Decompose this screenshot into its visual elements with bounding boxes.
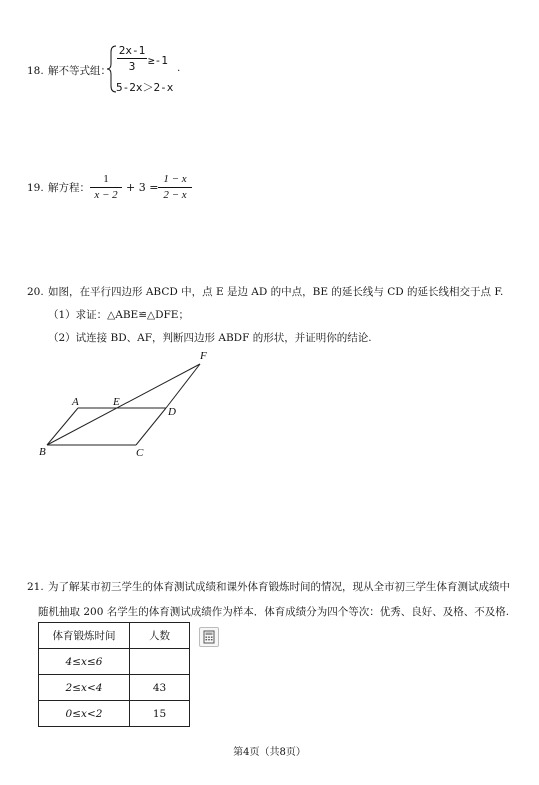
q21-line2: 随机抽取 200 名学生的体育测试成绩作为样本．体育成绩分为四个等次：优秀、良好、及格、不及格.: [38, 606, 510, 618]
table-row: [39, 675, 190, 701]
q18-number: 18.: [27, 65, 44, 77]
segment-df: [166, 364, 200, 408]
q19-plus-equals: + 3 =: [126, 181, 159, 194]
calculator-icon[interactable]: [199, 627, 219, 647]
q18-fraction: [117, 44, 147, 73]
q19-lhs-numerator: 1: [103, 173, 109, 185]
table-row: [39, 649, 190, 675]
segment-dc: [136, 408, 166, 445]
q18-line2: 5-2x＞2-x: [116, 81, 174, 94]
label-b: B: [39, 446, 46, 458]
q19-lhs-denominator: x − 2: [94, 189, 118, 201]
label-d: D: [168, 406, 176, 418]
q18-fraction-denominator: 3: [128, 60, 136, 73]
q19-rhs-denominator: 2 − x: [163, 189, 187, 201]
q18-label: 解不等式组：: [48, 65, 111, 77]
q18-fraction-numerator: 2x-1: [118, 44, 146, 57]
table-cell: 2≤x<4: [39, 675, 130, 701]
table-cell: 0≤x<2: [39, 701, 130, 727]
q18-line1-rhs: ≥-1: [148, 54, 168, 67]
q21-line1: 为了解某市初三学生的体育测试成绩和课外体育锻炼时间的情况，现从全市初三学生体育测试成绩中: [48, 581, 510, 593]
q21-data-table: [38, 622, 190, 727]
table-header: 人数: [130, 623, 190, 649]
q20-stem: 如图，在平行四边形 ABCD 中，点 E 是边 AD 的中点，BE 的延长线与 CD 的延长线相交于点 F.: [48, 286, 504, 298]
q19-lhs-fraction: [90, 173, 122, 202]
q19-label: 解方程：: [48, 182, 90, 194]
segment-ba: [47, 408, 78, 445]
q19-number: 19.: [27, 182, 44, 194]
q20-parallelogram-figure: [35, 345, 220, 465]
q20-part2: （2）试连接 BD、AF，判断四边形 ABDF 的形状，并证明你的结论.: [48, 332, 372, 344]
q20-number: 20.: [27, 286, 44, 298]
q21-number: 21.: [27, 581, 44, 593]
segment-bf: [47, 364, 200, 445]
label-a: A: [72, 396, 79, 408]
table-header-row: [39, 623, 190, 649]
label-c: C: [136, 447, 144, 459]
q19-rhs-numerator: 1 − x: [163, 173, 187, 185]
table-cell: [130, 649, 190, 675]
q19-rhs-fraction: [158, 173, 192, 202]
table-header: 体育锻炼时间: [39, 623, 130, 649]
table-cell: 15: [130, 701, 190, 727]
table-cell: 43: [130, 675, 190, 701]
table-cell: 4≤x≤6: [39, 649, 130, 675]
table-row: [39, 701, 190, 727]
label-f: F: [200, 350, 207, 362]
q18-period: .: [177, 62, 181, 74]
page-footer: 第4页（共8页）: [233, 747, 306, 758]
q20-part1: （1）求证：△ABE≌△DFE；: [48, 309, 189, 321]
label-e: E: [113, 396, 120, 408]
